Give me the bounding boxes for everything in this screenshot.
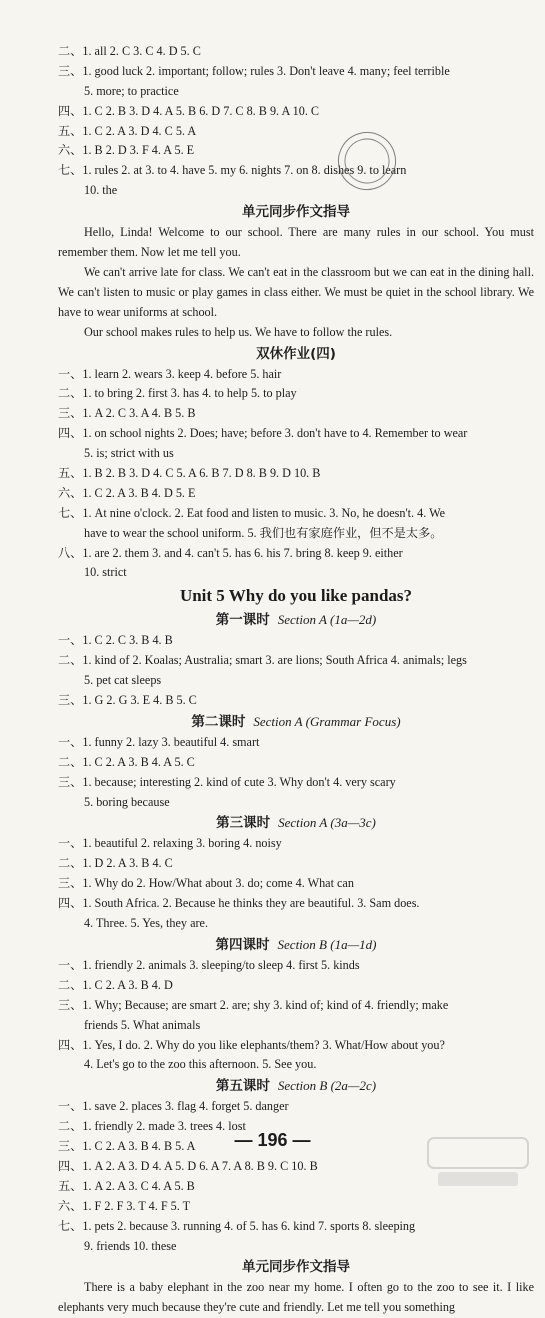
answer-line: 四、1. South Africa. 2. Because he thinks they are beautiful. 3. Sam does. [58, 896, 420, 911]
lesson-heading [58, 711, 534, 733]
answer-line: 五、1. A 2. A 3. C 4. A 5. B [58, 1178, 195, 1193]
answer-line: 10. strict [84, 565, 127, 580]
answer-line: 二、1. C 2. A 3. B 4. D [58, 977, 173, 992]
answer-line: 五、1. B 2. B 3. D 4. C 5. A 6. B 7. D 8. B 9. D 10. B [58, 466, 321, 481]
answer-line: 三、1. good luck 2. important; follow; rules 3. Don't leave 4. many; feel terrible [58, 63, 450, 78]
answer-line: 二、1. friendly 2. made 3. trees 4. lost [58, 1119, 246, 1134]
answer-line: 五、1. C 2. A 3. D 4. C 5. A [58, 123, 197, 138]
answer-line: have to wear the school uniform. 5. 我们也有家庭作业，但不是太多。 [84, 525, 443, 540]
answer-line: 一、1. friendly 2. animals 3. sleeping/to sleep 4. first 5. kinds [58, 957, 360, 972]
lesson-section: Section A (3a—3c) [278, 815, 376, 831]
answer-line: 六、1. C 2. A 3. B 4. D 5. E [58, 485, 196, 500]
lesson-title: 第三课时 [216, 815, 271, 832]
essay-paragraph: Hello, Linda! Welcome to our school. There are many rules in our school. You must remember them. Now let me tell you. [58, 225, 534, 260]
answer-line: 六、1. F 2. F 3. T 4. F 5. T [58, 1198, 191, 1213]
essay-paragraph: We can't arrive late for class. We can't eat in the classroom but we can eat in the dining hall. We can't listen to music or play games in class either. We must be quiet in the school library. We have to wear uniforms at school. [58, 264, 534, 319]
answer-line: 三、1. C 2. A 3. B 4. B 5. A [58, 1139, 196, 1154]
answer-line: 三、1. G 2. G 3. E 4. B 5. C [58, 693, 197, 708]
watermark-icon [418, 1132, 538, 1192]
answer-line: 9. friends 10. these [84, 1238, 177, 1253]
lesson-section: Section B (1a—1d) [277, 936, 377, 952]
answer-line: 七、1. rules 2. at 3. to 4. have 5. my 6. nights 7. on 8. dishes 9. to learn [58, 163, 407, 178]
answer-line: 5. more; to practice [84, 83, 179, 98]
answer-line: 一、1. C 2. C 3. B 4. B [58, 633, 173, 648]
watermark-logo [418, 1132, 538, 1192]
answer-line: 二、1. D 2. A 3. B 4. C [58, 856, 173, 871]
lesson-section: Section A (Grammar Focus) [253, 713, 401, 729]
answer-line: 四、1. C 2. B 3. D 4. A 5. B 6. D 7. C 8. B 9. A 10. C [58, 103, 320, 118]
answer-line: 5. is; strict with us [84, 446, 174, 461]
essay-paragraphs [58, 1278, 534, 1318]
lesson-heading [58, 934, 534, 956]
essay-paragraphs [58, 223, 534, 342]
lesson-heading [58, 1075, 534, 1097]
section-heading: 单元同步作文指导 [242, 204, 350, 221]
answer-line: 一、1. learn 2. wears 3. keep 4. before 5. hair [58, 366, 282, 381]
answer-line: 一、1. save 2. places 3. flag 4. forget 5. danger [58, 1099, 289, 1114]
answer-line: 5. boring because [84, 794, 170, 809]
answer-line: 三、1. Why do 2. How/What about 3. do; come 4. What can [58, 876, 354, 891]
answer-line: 四、1. A 2. A 3. D 4. A 5. D 6. A 7. A 8. B 9. C 10. B [58, 1158, 318, 1173]
lesson-section: Section B (2a—2c) [277, 1078, 377, 1094]
answer-line: 八、1. are 2. them 3. and 4. can't 5. has 6. his 7. bring 8. keep 9. either [58, 545, 403, 560]
answer-line: 三、1. Why; Because; are smart 2. are; shy 3. kind of; kind of 4. friendly; make [58, 997, 449, 1012]
answer-line: 七、1. At nine o'clock. 2. Eat food and listen to music. 3. No, he doesn't. 4. We [58, 505, 446, 520]
answer-line: 二、1. all 2. C 3. C 4. D 5. C [58, 44, 201, 58]
answer-line: 三、1. A 2. C 3. A 4. B 5. B [58, 406, 196, 421]
unit-title: Unit 5 Why do you like pandas? [179, 586, 413, 606]
section-heading: 单元同步作文指导 [242, 1259, 350, 1276]
lesson-title: 第四课时 [215, 936, 270, 953]
lesson-title: 第五课时 [215, 1078, 270, 1095]
answer-line: 四、1. Yes, I do. 2. Why do you like elephants/them? 3. What/How about you? [58, 1037, 445, 1052]
answer-line: 4. Three. 5. Yes, they are. [84, 916, 208, 931]
answer-line: 一、1. beautiful 2. relaxing 3. boring 4. noisy [58, 836, 282, 851]
answer-line: 七、1. pets 2. because 3. running 4. of 5. has 6. kind 7. sports 8. sleeping [58, 1218, 416, 1233]
lesson-heading [58, 812, 534, 834]
answer-line: 二、1. C 2. A 3. B 4. A 5. C [58, 754, 195, 769]
essay-paragraph: There is a baby elephant in the zoo near my home. I often go to the zoo to see it. I like elephants very much because they're cute and friendly. Let me tell you something [58, 1280, 534, 1315]
page-number: — 196 — [234, 1130, 311, 1150]
answer-line: 二、1. kind of 2. Koalas; Australia; smart 3. are lions; South Africa 4. animals; legs [58, 653, 467, 668]
lesson-section: Section A (1a—2d) [277, 612, 377, 628]
lesson-title: 第二课时 [191, 713, 246, 730]
section-heading: 双休作业(四) [256, 345, 336, 362]
essay-paragraph: Our school makes rules to help us. We have to follow the rules. [84, 324, 393, 339]
answer-line: 4. Let's go to the zoo this afternoon. 5. See you. [84, 1057, 317, 1072]
answer-line: 六、1. B 2. D 3. F 4. A 5. E [58, 143, 195, 158]
answer-line: 四、1. on school nights 2. Does; have; before 3. don't have to 4. Remember to wear [58, 426, 468, 441]
answer-line: 三、1. because; interesting 2. kind of cute 3. Why don't 4. very scary [58, 774, 396, 789]
answer-line: 10. the [84, 183, 118, 198]
answer-line: 二、1. to bring 2. first 3. has 4. to help 5. to play [58, 386, 297, 401]
answer-line: 5. pet cat sleeps [84, 673, 162, 688]
answer-key-page [58, 42, 534, 1318]
answer-line: friends 5. What animals [84, 1017, 201, 1032]
answer-line: 一、1. funny 2. lazy 3. beautiful 4. smart [58, 734, 260, 749]
lesson-title: 第一课时 [215, 612, 270, 629]
lesson-heading [58, 609, 534, 631]
